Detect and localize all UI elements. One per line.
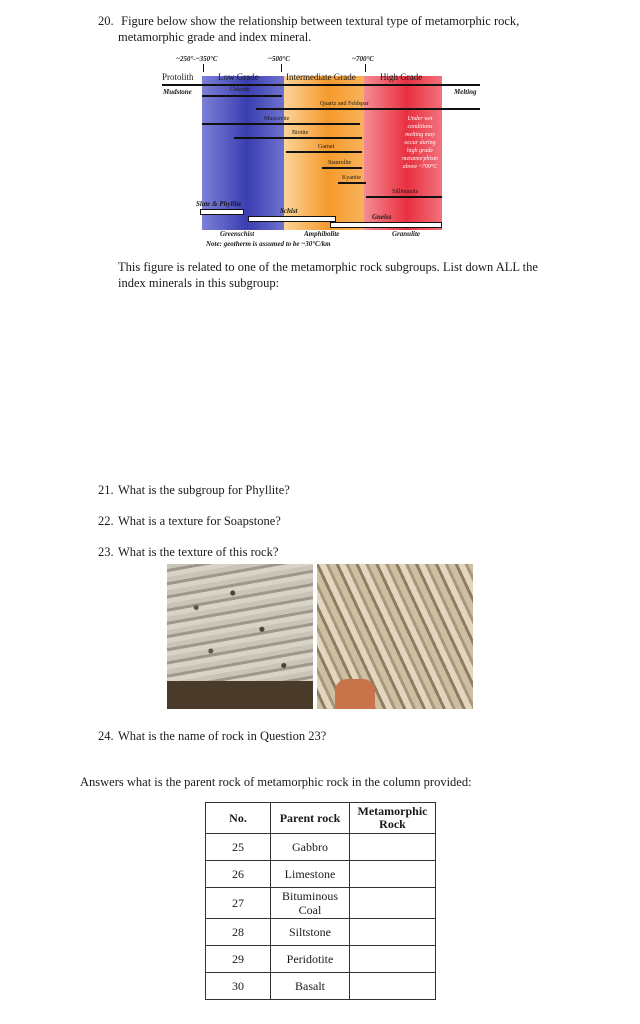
mineral-quartz-feldspar: Quartz and Feldspar bbox=[320, 101, 369, 107]
followup-line2: index minerals in this subgroup: bbox=[118, 276, 280, 290]
facies-granulite: Granulite bbox=[392, 230, 421, 238]
question-24-text: What is the name of rock in Question 23? bbox=[118, 729, 327, 743]
table-row: 30 Basalt bbox=[206, 973, 436, 1000]
answer-cell[interactable] bbox=[350, 861, 436, 888]
question-21-text: What is the subgroup for Phyllite? bbox=[118, 483, 290, 497]
mineral-chlorite: Chlorite bbox=[230, 87, 250, 93]
question-22: 22. What is a texture for Soapstone? bbox=[98, 514, 281, 528]
answer-cell[interactable] bbox=[350, 888, 436, 919]
mineral-staurolite: Staurolite bbox=[328, 160, 352, 166]
question-23: 23. What is the texture of this rock? bbox=[98, 545, 279, 559]
temp-label-high: ~700°C bbox=[352, 55, 374, 63]
rock-photo-left bbox=[167, 564, 313, 709]
geotherm-note: Note: geotherm is assumed to be ~30°C/km bbox=[206, 240, 331, 248]
answers-intro: Answers what is the parent rock of metamorphic rock in the column provided: bbox=[80, 775, 472, 789]
table-row: 26 Limestone bbox=[206, 861, 436, 888]
question-23-text: What is the texture of this rock? bbox=[118, 545, 279, 559]
answer-cell[interactable] bbox=[350, 946, 436, 973]
header-metamorphic-rock: Metamorphic Rock bbox=[350, 803, 436, 834]
low-grade-label: Low Grade bbox=[218, 72, 259, 82]
answer-cell[interactable] bbox=[350, 973, 436, 1000]
question-text-line1: Figure below show the relationship between textural type of metamorphic rock, bbox=[121, 14, 520, 28]
header-no: No. bbox=[206, 803, 271, 834]
question-24: 24. What is the name of rock in Question 23? bbox=[98, 729, 327, 743]
mudstone-label: Mudstone bbox=[163, 88, 192, 96]
question-20-followup bbox=[118, 259, 568, 291]
rock-photo-right bbox=[317, 564, 473, 709]
metamorphic-grade-figure bbox=[160, 50, 480, 250]
mineral-garnet: Garnet bbox=[318, 144, 335, 150]
table-row: 27 Bituminous Coal bbox=[206, 888, 436, 919]
mineral-biotite: Biotite bbox=[292, 130, 309, 136]
table-row: 29 Peridotite bbox=[206, 946, 436, 973]
texture-slate-phyllite: Slate & Phyllite bbox=[196, 200, 242, 208]
followup-line1: This figure is related to one of the metamorphic rock subgroups. List down ALL the bbox=[118, 260, 538, 274]
facies-amphibolite: Amphibolite bbox=[304, 230, 340, 238]
mineral-sillimanite: Sillimanite bbox=[392, 189, 419, 195]
mineral-kyanite: Kyanite bbox=[342, 175, 361, 181]
protolith-label: Protolith bbox=[162, 72, 194, 82]
high-grade-note: Under wet conditions melting may occur during high grade metamorphism above ~700°C bbox=[402, 116, 438, 170]
mineral-muscovite: Muscovite bbox=[264, 116, 290, 122]
table-row: 28 Siltstone bbox=[206, 919, 436, 946]
question-text-line2: metamorphic grade and index mineral. bbox=[118, 30, 312, 44]
header-parent-rock: Parent rock bbox=[271, 803, 350, 834]
intermediate-grade-label: Intermediate Grade bbox=[286, 72, 356, 82]
answer-cell[interactable] bbox=[350, 919, 436, 946]
question-21: 21. What is the subgroup for Phyllite? bbox=[98, 483, 290, 497]
high-grade-label: High Grade bbox=[380, 72, 423, 82]
question-20 bbox=[98, 13, 568, 45]
temp-label-low: ~250°-~350°C bbox=[176, 55, 218, 63]
table-row: 25 Gabbro bbox=[206, 834, 436, 861]
texture-schist: Schist bbox=[280, 207, 298, 215]
temp-label-mid: ~500°C bbox=[268, 55, 290, 63]
texture-gneiss: Gneiss bbox=[372, 213, 392, 221]
facies-greenschist: Greenschist bbox=[220, 230, 255, 238]
answer-cell[interactable] bbox=[350, 834, 436, 861]
question-number: 20. bbox=[98, 14, 114, 28]
melting-label: Melting bbox=[454, 88, 477, 96]
parent-rock-table bbox=[205, 802, 436, 1000]
question-22-text: What is a texture for Soapstone? bbox=[118, 514, 281, 528]
